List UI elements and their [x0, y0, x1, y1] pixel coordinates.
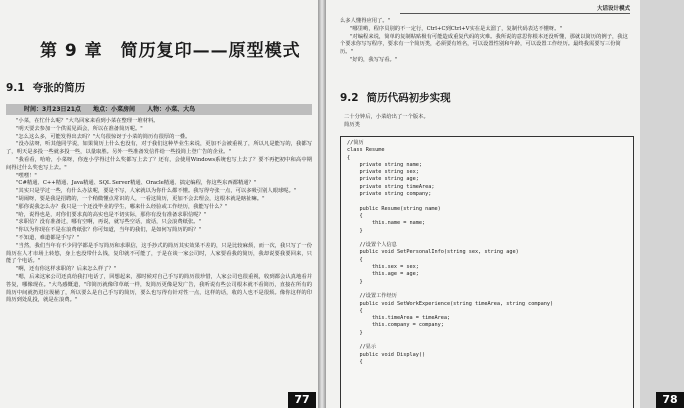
running-head: 大话设计模式	[400, 4, 630, 14]
left-page	[0, 0, 318, 408]
code-line: //显示	[347, 344, 377, 351]
scene-people: 人物：小菜、大鸟	[147, 106, 196, 113]
body-paragraph: "C#精通、C++精通、Java精通、SQL Server精通、Oracle精通、搞定编程，你这些东西都精通？"	[16, 180, 257, 187]
body-paragraph: "明天要去参加一个供需见面会，所以在准备简历呢。"	[16, 125, 143, 132]
intro-paragraph: "好的，我写写看。"	[350, 56, 398, 63]
code-line	[347, 337, 627, 344]
body-paragraph: "小菜，在忙什么呢？"大鸟回家来看到小菜在整理一堆材料。	[16, 118, 159, 124]
lead-text	[344, 114, 429, 130]
intro-paragraph: 么多人懂得应用了。"	[340, 18, 391, 24]
code-line: private string age;	[347, 176, 419, 183]
page-number-right: 78	[656, 392, 684, 408]
code-line: this.name = name;	[347, 220, 426, 227]
section-title: 简历代码初步实现	[366, 92, 451, 104]
code-line: }	[347, 329, 363, 336]
code-line: public void SetPersonalInfo(string sex, string age)	[347, 249, 519, 256]
body-paragraph: "你以为你现在不是在浪费纸张？你可知道，当年的我们，是如何写简历的吗？"	[16, 227, 201, 234]
body-paragraph: "不知道，难道都是手写？"	[16, 234, 80, 241]
code-line: private string sex;	[347, 169, 419, 176]
right-page	[326, 0, 678, 408]
chapter-title: 第 9 章 简历复印——原型模式	[40, 41, 301, 61]
section-heading-9-1	[6, 80, 85, 95]
code-listing	[340, 136, 634, 408]
code-line: //简历	[347, 140, 364, 146]
scene-info-bar	[6, 104, 312, 115]
left-body-text	[6, 118, 312, 305]
code-line: this.sex = sex;	[347, 264, 419, 271]
code-line: public Resume(string name)	[347, 205, 441, 212]
body-paragraph: "哈，说得也是，对你们要求真的高实也是不切实际，那你有没有准备求职信呢？"	[16, 211, 207, 218]
body-paragraph: "嘿嘿！"	[16, 172, 37, 179]
code-line: this.company = company;	[347, 322, 444, 329]
code-line: public void Display()	[347, 351, 426, 358]
page-number-left: 77	[288, 392, 316, 408]
section-heading-9-2	[340, 90, 451, 105]
body-paragraph: "嗯，后来这家公司还真给我打电话了，回想起来，那时候对自己手写的简历很珍惜，人家公司也很重视，收到都会认真地看并答复，哪像现在。"大鸟感慨道，"印简历就像印草纸一样，发简历更像是发广告，我听说有些公司根本就不看简历，直接在所有的简历中间就扔进垃圾桶了，所以要么是自己手写的简历，要么也写得有针对性一点，这样的话，收的人也不是很烦。像你这样的印简历到处乱投，就是在浪费。"	[6, 273, 312, 304]
code-line: }	[347, 278, 363, 285]
code-line: }	[347, 227, 363, 234]
body-paragraph: "求职信？没有准备过，哪有空啊，再说，就写些空话，废话，只会浪费纸张。"	[16, 219, 201, 226]
code-line: //设置个人信息	[347, 242, 397, 249]
code-line: this.timeArea = timeArea;	[347, 315, 451, 322]
section-number: 9.2	[340, 92, 359, 104]
body-paragraph: "我看看，哈哈，小菜呀，你连小学得过什么奖都写上去了？还有，会使用Windows系统也写上去了？要不再把初中和高中期间得过什么奖也写上去。"	[6, 156, 312, 171]
code-line: {	[347, 212, 363, 219]
code-line	[347, 198, 627, 205]
section-title: 夸张的简历	[32, 82, 86, 94]
code-line: private string name;	[347, 161, 422, 168]
code-line: {	[347, 154, 351, 161]
scene-place: 地点：小菜房间	[92, 106, 135, 113]
code-line: private string company;	[347, 191, 432, 198]
body-paragraph: "其实只是学过一些，有什么办法呢，要是不写，人家就以为你什么都不懂。我写得夸张一点，可以多吸引别人眼球呢。"	[16, 188, 297, 195]
right-intro-text	[340, 18, 632, 65]
body-paragraph: "怎么这么多，可能发得出去吗？"大鸟很惊讶于小菜的简历有很厚的一叠。	[16, 133, 191, 140]
code-line: {	[347, 256, 363, 263]
code-line: //设置工作经历	[347, 293, 397, 300]
intro-paragraph: "哪里哟，程序员别的不一定行，Ctrl+C到Ctrl+V实在是太溜了，复制代码表达不懂呀。"	[350, 25, 562, 32]
intro-paragraph: "对编程来说，简单的复制粘贴极有可能造成重复代码的灾难。我所说的意思你根本还没听懂，那就以简历的例子，我这个要求你写写程序，要求有一个简历类，必须要有姓名，可以设置性别和年龄，可以设置工作经历。最终我需要写三份简历。"	[340, 33, 628, 56]
code-line: {	[347, 358, 363, 365]
book-gutter	[318, 0, 326, 408]
code-line: private string timeArea;	[347, 183, 435, 190]
body-paragraph: "胡闹呀，要是我是招聘的，一个稍微懂点常识的人，一看这简历，更加不会去理会，这根本就是瞎扯嘛。"	[16, 195, 265, 202]
body-paragraph: "那你说我怎么办？我只是一个还没毕业的学生，哪来什么经验或工作经历，我能写什么？"	[16, 203, 228, 210]
body-paragraph: "啊，还有你这样求职的？后来怎么样了？"	[16, 266, 117, 273]
code-line: public void SetWorkExperience(string timeArea, string company)	[347, 300, 554, 307]
section-number: 9.1	[6, 82, 25, 94]
scene-time: 时间：3月23日21点	[24, 106, 81, 113]
body-paragraph: "当然，我们当年有不少同学都是手写简历和求职信，这手抄式的简历其实效果不差的，只是比较麻烦，而一次，我只写了一份简历在人才市场上转悠，身上也没带什么钱，复印就不可能了，于是在谈一家公司时，人家要看我的简历，我却说要我要回来，只能了个电话。"	[6, 242, 312, 265]
code-line: this.age = age;	[347, 271, 419, 278]
code-line: {	[347, 307, 363, 314]
lead-line: 二十分钟后，小菜给出了一个版本。	[344, 114, 429, 120]
lead-line: 简历类	[344, 121, 360, 128]
body-paragraph: "没办法呀，听其他同学说，如果简历上什么也没有，对于我们这种毕业生来说，更加不会被重视了，所以凡是能写的，我都写了，明天是多投一些就多投一些，以量取胜。另外一些准备发信件给一些投简上登广告的企业。"	[6, 141, 312, 156]
code-line: class Resume	[347, 147, 385, 154]
